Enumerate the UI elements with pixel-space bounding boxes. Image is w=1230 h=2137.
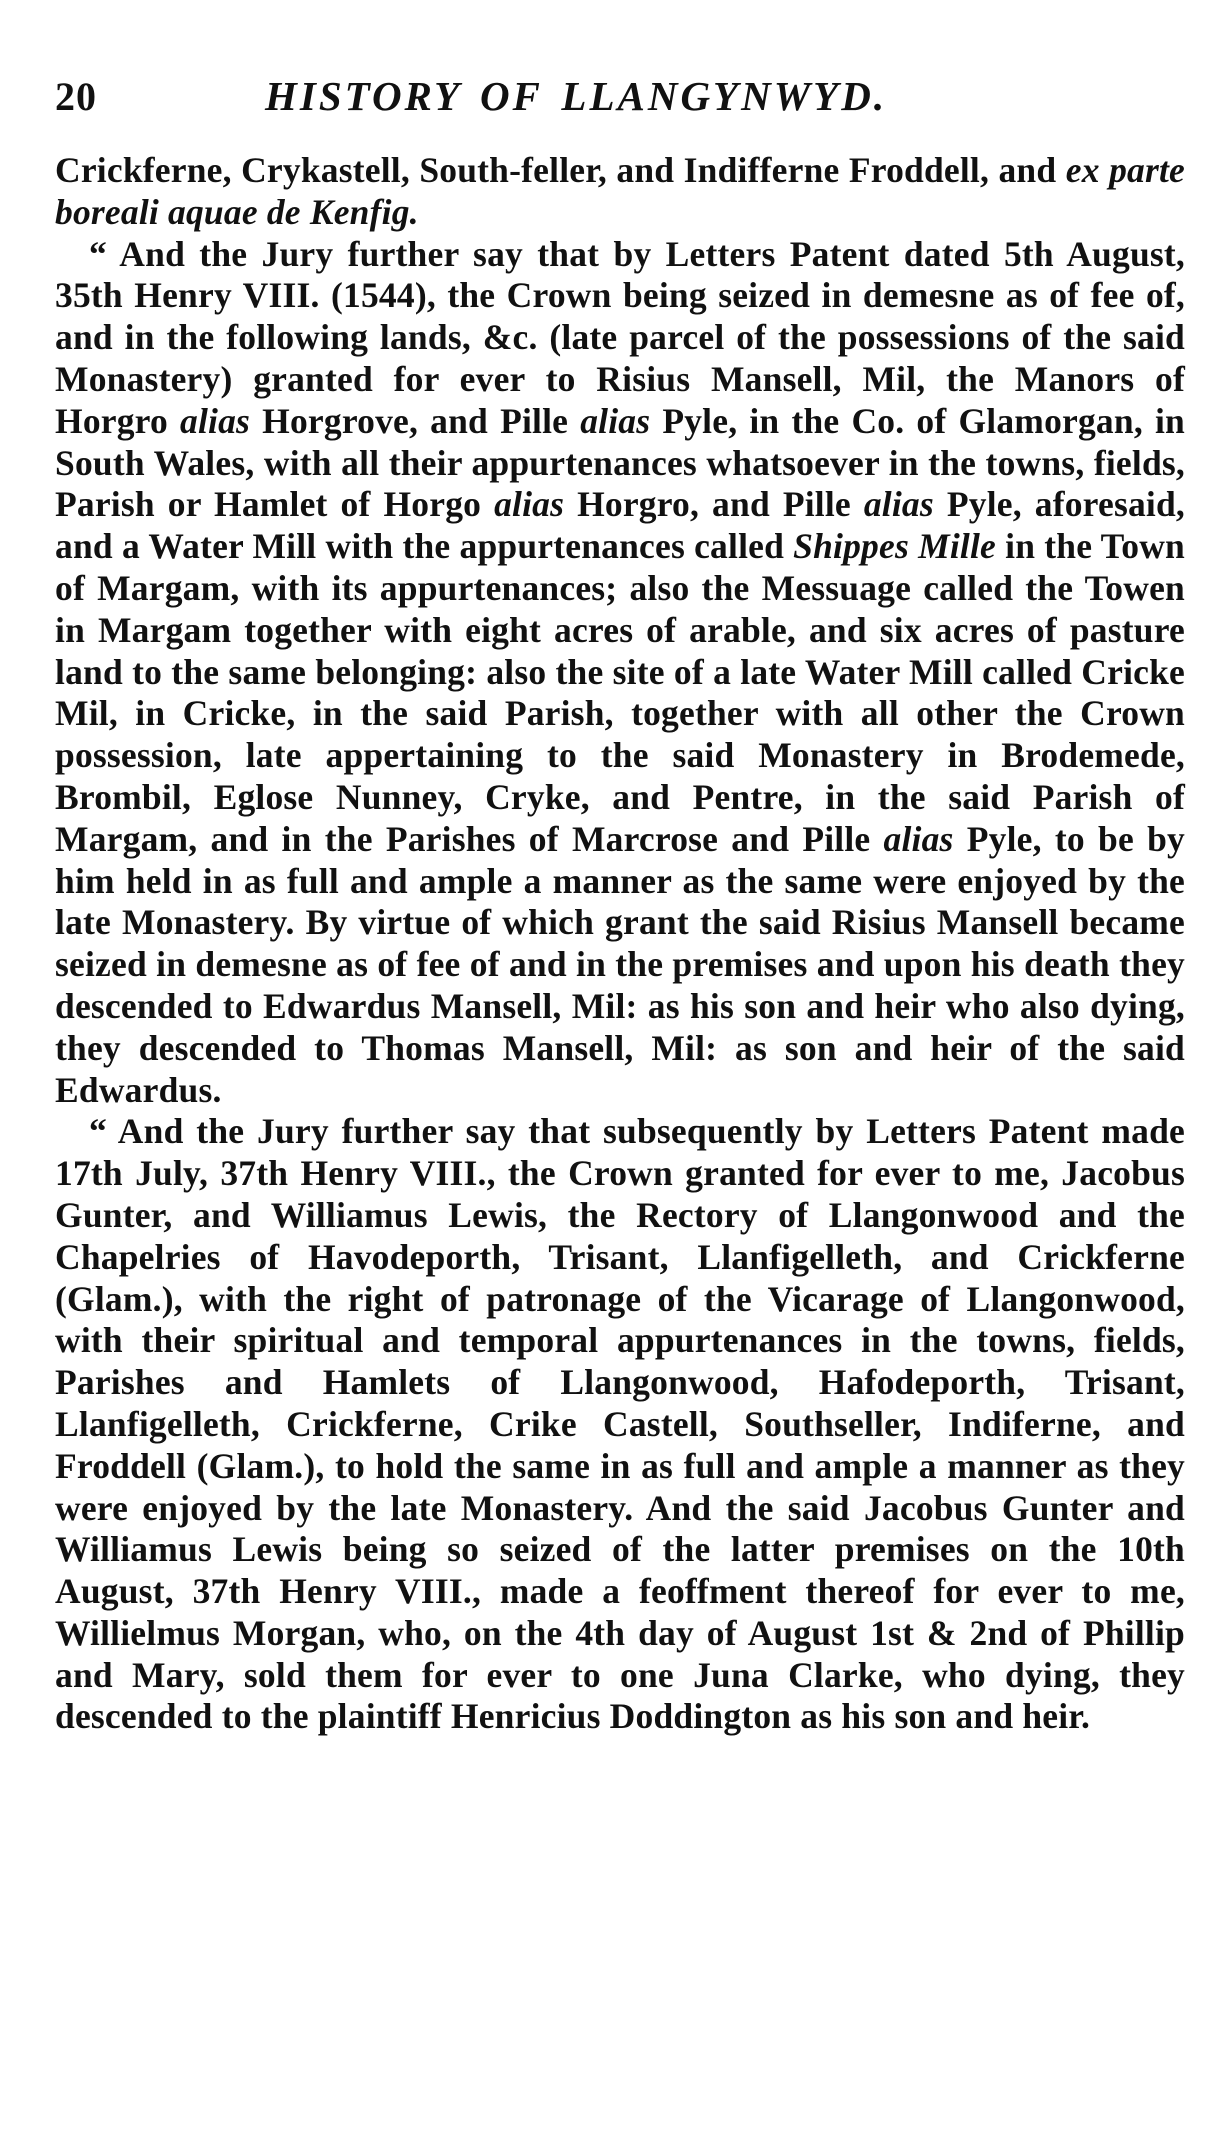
text-segment: Crickferne, Crykastell, South-feller, and Indifferne Froddell, and — [55, 150, 1066, 190]
text-segment: “ And the Jury further say that by Letters Patent dated 5th August, 35th Henry VIII. (1544), the Crown being seized in demesne as of fee of, and in the following lands, &c. (late parcel of the possessions of the said Monastery) granted for ever to Risius Mansell, Mil, the Manors of Horgro — [55, 233, 1185, 441]
page-header-title: HISTORY OF LLANGYNWYD. — [265, 73, 888, 119]
page-number: 20 — [55, 74, 97, 119]
italic-text-segment: alias — [863, 484, 934, 525]
body-paragraph — [55, 1111, 1185, 1738]
text-segment: Pyle, to be by him held in as full and ample a manner as the same were enjoyed by the late Monastery. By virtue of which grant the said Risius Mansell became seized in demesne as of fee of and in the premises and upon his death they descended to Edwardus Mansell, Mil: as his son and heir who also dying, they descended to Thomas Mansell, Mil: as son and heir of the said Edwardus. — [55, 818, 1185, 1110]
body-paragraph — [55, 150, 1185, 234]
text-segment: Pyle, aforesaid, and a Water Mill with the appurtenances called — [55, 484, 1185, 567]
book-page — [55, 72, 1185, 1738]
italic-text-segment: alias — [494, 484, 565, 525]
text-segment: Pyle, in the Co. of Glamorgan, in South Wales, with all their appurtenances whatsoever in the towns, fields, Parish or Hamlet of Horgo — [55, 400, 1185, 525]
text-segment: Horgrove, and Pille — [250, 400, 581, 441]
running-header — [55, 72, 1185, 134]
italic-text-segment: Shippes Mille — [793, 526, 997, 567]
text-segment: in the Town of Margam, with its appurtenances; also the Messuage called the Towen in Margam together with eight acres of arable, and six acres of pasture land to the same belonging: also the site of a late Water Mill called Cricke Mil, in Cricke, in the said Parish, together with all other the Crown possession, late appertaining to the said Monastery in Brodemede, Brombil, Eglose Nunney, Cryke, and Pentre, in the said Parish of Margam, and in the Parishes of Marcrose and Pille — [55, 526, 1185, 859]
text-segment: “ And the Jury further say that subsequently by Letters Patent made 17th July, 37th Henry VIII., the Crown granted for ever to me, Jacobus Gunter, and Williamus Lewis, the Rectory of Llangonwood and the Chapelries of Havodeporth, Trisant, Llanfigelleth, and Crickferne (Glam.), with the right of patronage of the Vicarage of Llangonwood, with their spiritual and temporal appurtenances in the towns, fields, Parishes and Hamlets of Llangonwood, Hafodeporth, Trisant, Llanfigelleth, Crickferne, Crike Castell, Southseller, Indiferne, and Froddell (Glam.), to hold the same in as full and ample a manner as they were enjoyed by the late Monastery. And the said Jacobus Gunter and Williamus Lewis being so seized of the latter premises on the 10th August, 37th Henry VIII., made a feoffment thereof for ever to me, Willielmus Morgan, who, on the 4th day of August 1st & 2nd of Phillip and Mary, sold them for ever to one Juna Clarke, who dying, they descended to the plaintiff Henricius Doddington as his son and heir. — [55, 1111, 1185, 1737]
italic-text-segment: alias — [180, 400, 251, 441]
body-text — [55, 150, 1185, 1738]
italic-text-segment: alias — [883, 818, 954, 859]
italic-text-segment: ex parte boreali aquae de Kenfig. — [55, 150, 1186, 232]
body-paragraph — [55, 234, 1185, 1112]
text-segment: Horgro, and Pille — [564, 484, 864, 525]
italic-text-segment: alias — [580, 400, 651, 441]
